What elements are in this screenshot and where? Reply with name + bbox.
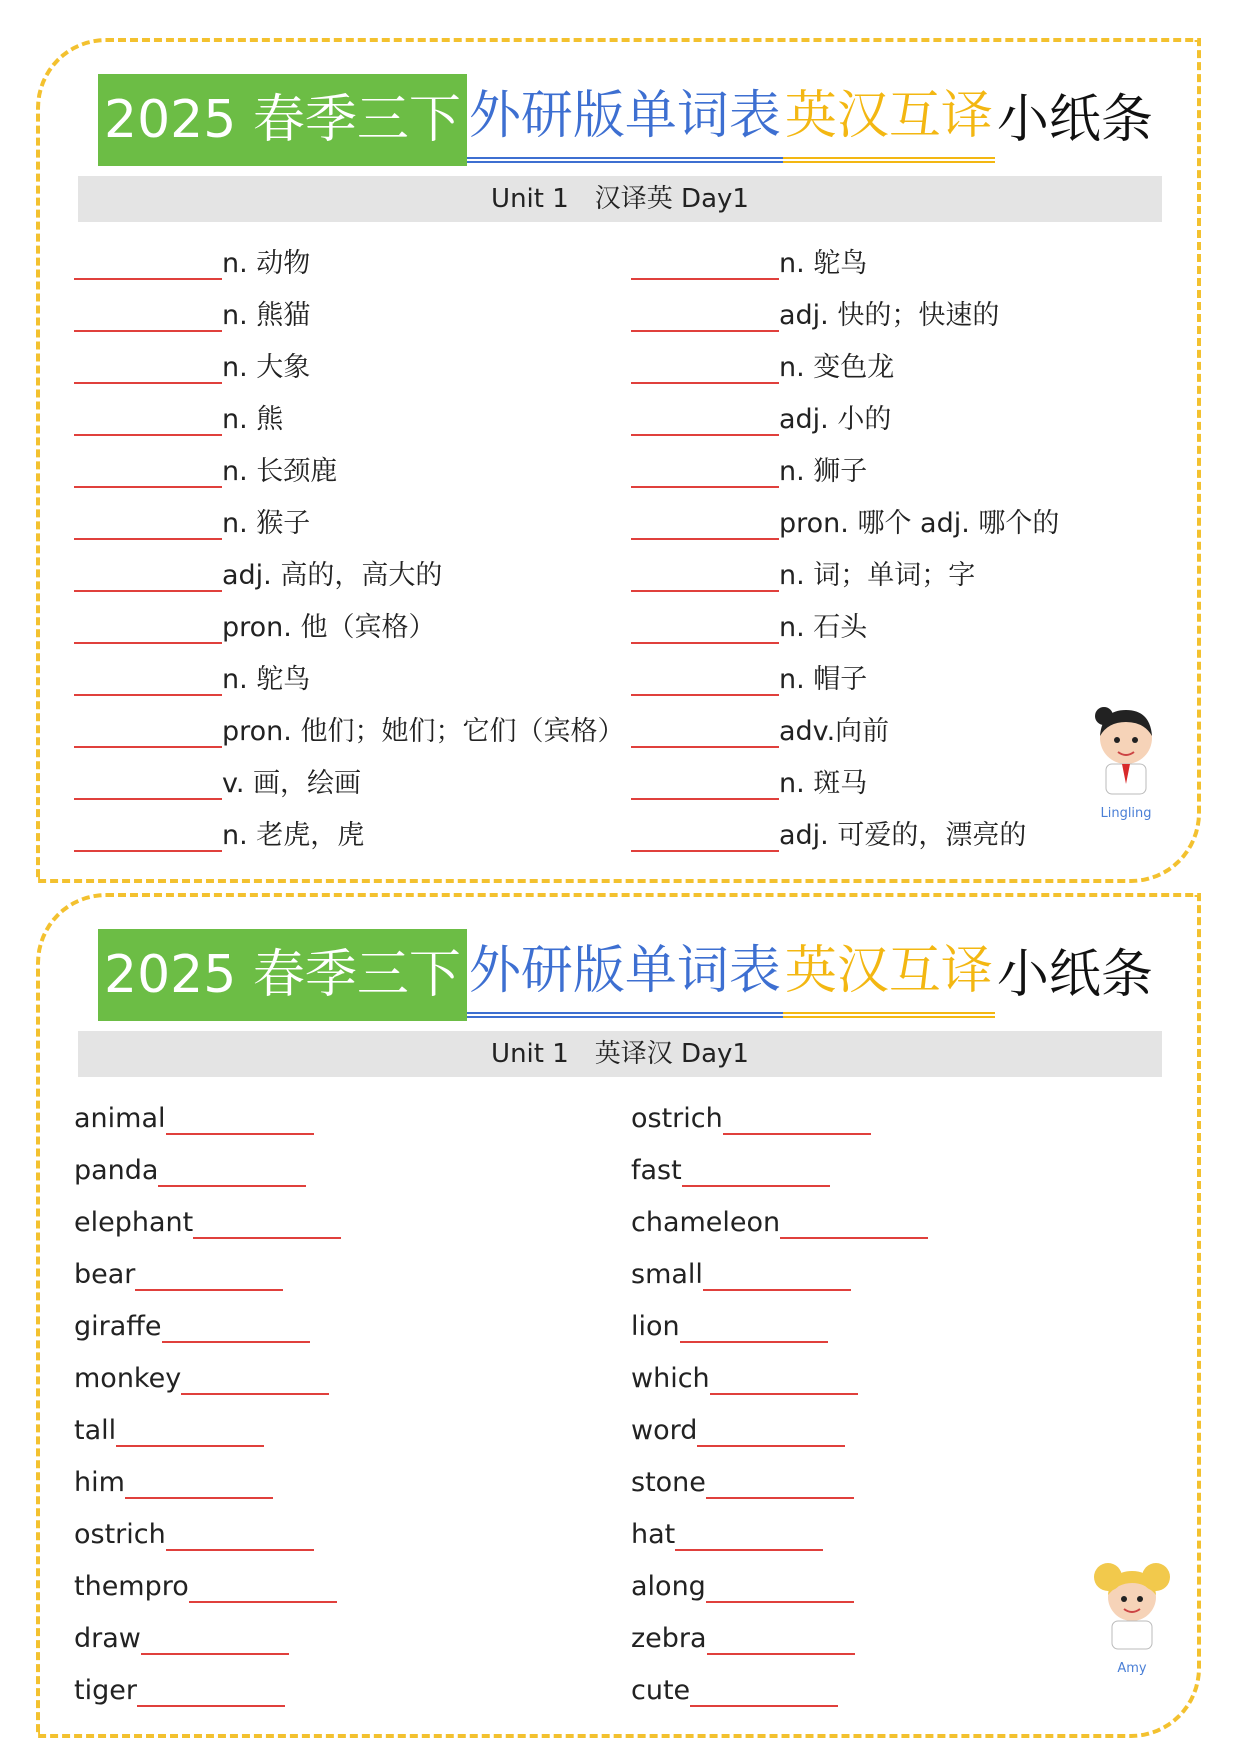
answer-blank[interactable] (74, 400, 222, 436)
word-row (74, 502, 594, 554)
answer-blank[interactable] (631, 660, 779, 696)
english-word: cute (631, 1675, 691, 1706)
word-row (631, 1253, 1151, 1305)
english-word: lion (631, 1311, 680, 1342)
word-row (74, 814, 594, 866)
english-word: monkey (74, 1363, 182, 1394)
answer-blank[interactable] (74, 608, 222, 644)
word-row (631, 1461, 1151, 1513)
unit-bar: Unit 1 汉译英 Day1 (78, 176, 1162, 222)
word-row (74, 1669, 594, 1721)
chinese-meaning: n. 熊 (222, 404, 284, 435)
english-word: bear (74, 1259, 136, 1290)
answer-blank[interactable] (631, 712, 779, 748)
answer-blank[interactable] (631, 452, 779, 488)
chinese-meaning: pron. 哪个 adj. 哪个的 (779, 508, 1060, 539)
english-word: fast (631, 1155, 682, 1186)
answer-blank[interactable] (707, 1619, 855, 1655)
chinese-meaning: n. 狮子 (779, 456, 868, 487)
word-row (631, 1513, 1151, 1565)
chinese-meaning: pron. 他（宾格） (222, 612, 436, 643)
word-row (74, 398, 594, 450)
card-title (98, 74, 1155, 166)
chinese-meaning: n. 帽子 (779, 664, 868, 695)
answer-blank[interactable] (690, 1671, 838, 1707)
chinese-meaning: adj. 高的，高大的 (222, 560, 443, 591)
chinese-meaning: n. 动物 (222, 248, 311, 279)
answer-blank[interactable] (631, 244, 779, 280)
word-row (631, 554, 1151, 606)
answer-blank[interactable] (141, 1619, 289, 1655)
chinese-meaning: v. 画，绘画 (222, 768, 362, 799)
answer-blank[interactable] (675, 1515, 823, 1551)
card-en-to-zh (36, 893, 1201, 1738)
word-column-left (74, 242, 625, 866)
word-row (74, 1565, 594, 1617)
answer-blank[interactable] (166, 1515, 314, 1551)
answer-blank[interactable] (125, 1463, 273, 1499)
word-row (74, 1461, 594, 1513)
word-row (74, 1305, 594, 1357)
girl-avatar-icon (1084, 1557, 1180, 1657)
word-row (74, 346, 594, 398)
answer-blank[interactable] (631, 400, 779, 436)
english-word: which (631, 1363, 710, 1394)
chinese-meaning: adj. 小的 (779, 404, 892, 435)
answer-blank[interactable] (74, 712, 222, 748)
english-word: small (631, 1259, 703, 1290)
answer-blank[interactable] (181, 1359, 329, 1395)
english-word: thempro (74, 1571, 189, 1602)
answer-blank[interactable] (631, 504, 779, 540)
word-row (74, 710, 625, 762)
word-row (631, 294, 1151, 346)
answer-blank[interactable] (166, 1099, 314, 1135)
title-segment-translate: 英汉互译 (783, 77, 995, 163)
title-segment-note: 小纸条 (996, 945, 1153, 1005)
word-row (74, 762, 594, 814)
answer-blank[interactable] (780, 1203, 928, 1239)
chinese-meaning: n. 石头 (779, 612, 868, 643)
answer-blank[interactable] (193, 1203, 341, 1239)
word-row (74, 1357, 594, 1409)
word-row (74, 294, 594, 346)
answer-blank[interactable] (137, 1671, 285, 1707)
card-title (98, 929, 1155, 1021)
english-word: chameleon (631, 1207, 781, 1238)
chinese-meaning: adj. 快的；快速的 (779, 300, 1000, 331)
title-segment-edition: 外研版单词表 (467, 77, 783, 163)
answer-blank[interactable] (631, 764, 779, 800)
chinese-meaning: n. 鸵鸟 (779, 248, 868, 279)
answer-blank[interactable] (74, 660, 222, 696)
word-row (74, 1409, 594, 1461)
english-word: ostrich (74, 1519, 166, 1550)
word-row (74, 1149, 594, 1201)
word-column-right (631, 242, 1151, 866)
word-row (74, 658, 594, 710)
answer-blank[interactable] (723, 1099, 871, 1135)
word-row (631, 1357, 1151, 1409)
word-row (631, 710, 1151, 762)
chinese-meaning: n. 猴子 (222, 508, 311, 539)
answer-blank[interactable] (74, 296, 222, 332)
title-segment-note: 小纸条 (996, 90, 1153, 150)
word-row (631, 762, 1151, 814)
chinese-meaning: n. 词；单词；字 (779, 560, 976, 591)
word-row (74, 1097, 594, 1149)
answer-blank[interactable] (703, 1255, 851, 1291)
english-word: him (74, 1467, 125, 1498)
english-word: hat (631, 1519, 676, 1550)
english-word: tiger (74, 1675, 137, 1706)
answer-blank[interactable] (116, 1411, 264, 1447)
word-row (631, 398, 1151, 450)
word-row (74, 450, 594, 502)
english-word: panda (74, 1155, 159, 1186)
answer-blank[interactable] (631, 608, 779, 644)
word-row (631, 1409, 1151, 1461)
chinese-meaning: pron. 他们；她们；它们（宾格） (222, 716, 625, 747)
answer-blank[interactable] (631, 296, 779, 332)
answer-blank[interactable] (631, 556, 779, 592)
answer-blank[interactable] (631, 348, 779, 384)
word-row (631, 1201, 1151, 1253)
english-word: tall (74, 1415, 117, 1446)
english-word: draw (74, 1623, 141, 1654)
english-word: animal (74, 1103, 166, 1134)
answer-blank[interactable] (680, 1307, 828, 1343)
word-row (74, 554, 594, 606)
title-segment-year: 2025 春季三下 (98, 929, 467, 1021)
english-word: zebra (631, 1623, 707, 1654)
english-word: ostrich (631, 1103, 723, 1134)
word-row (631, 1565, 1151, 1617)
answer-blank[interactable] (74, 244, 222, 280)
answer-blank[interactable] (74, 452, 222, 488)
word-row (631, 606, 1151, 658)
chinese-meaning: n. 大象 (222, 352, 311, 383)
answer-blank[interactable] (74, 816, 222, 852)
answer-blank[interactable] (631, 816, 779, 852)
english-word: along (631, 1571, 706, 1602)
answer-blank[interactable] (74, 504, 222, 540)
word-column-right (631, 1097, 1151, 1721)
word-row (74, 1253, 594, 1305)
avatar-lingling (1078, 702, 1174, 821)
girl-avatar-icon (1078, 702, 1174, 802)
avatar-name: Lingling (1100, 806, 1152, 821)
answer-blank[interactable] (158, 1151, 306, 1187)
word-row (631, 1669, 1151, 1721)
word-row (631, 242, 1151, 294)
title-segment-edition: 外研版单词表 (467, 932, 783, 1018)
answer-blank[interactable] (74, 556, 222, 592)
chinese-meaning: adv.向前 (779, 716, 890, 747)
chinese-meaning: n. 变色龙 (779, 352, 895, 383)
answer-blank[interactable] (74, 348, 222, 384)
word-column-left (74, 1097, 594, 1721)
word-row (74, 606, 594, 658)
title-segment-translate: 英汉互译 (783, 932, 995, 1018)
chinese-meaning: n. 鸵鸟 (222, 664, 311, 695)
word-row (631, 346, 1151, 398)
title-segment-year: 2025 春季三下 (98, 74, 467, 166)
english-word: giraffe (74, 1311, 162, 1342)
english-word: stone (631, 1467, 706, 1498)
avatar-name: Amy (1117, 1661, 1147, 1676)
answer-blank[interactable] (706, 1567, 854, 1603)
chinese-meaning: adj. 可爱的，漂亮的 (779, 820, 1027, 851)
word-row (631, 1617, 1151, 1669)
word-row (631, 1305, 1151, 1357)
chinese-meaning: n. 熊猫 (222, 300, 311, 331)
english-word: word (631, 1415, 698, 1446)
word-row (631, 1149, 1151, 1201)
word-row (631, 814, 1151, 866)
answer-blank[interactable] (162, 1307, 310, 1343)
word-row (74, 1201, 594, 1253)
chinese-meaning: n. 斑马 (779, 768, 868, 799)
answer-blank[interactable] (706, 1463, 854, 1499)
answer-blank[interactable] (682, 1151, 830, 1187)
english-word: elephant (74, 1207, 194, 1238)
word-row (631, 502, 1151, 554)
chinese-meaning: n. 长颈鹿 (222, 456, 338, 487)
answer-blank[interactable] (135, 1255, 283, 1291)
word-row (631, 1097, 1151, 1149)
word-row (74, 1513, 594, 1565)
answer-blank[interactable] (697, 1411, 845, 1447)
answer-blank[interactable] (710, 1359, 858, 1395)
unit-bar: Unit 1 英译汉 Day1 (78, 1031, 1162, 1077)
word-row (74, 242, 594, 294)
answer-blank[interactable] (189, 1567, 337, 1603)
word-row (74, 1617, 594, 1669)
card-zh-to-en (36, 38, 1201, 883)
chinese-meaning: n. 老虎，虎 (222, 820, 365, 851)
word-row (631, 658, 1151, 710)
answer-blank[interactable] (74, 764, 222, 800)
word-row (631, 450, 1151, 502)
avatar-amy (1084, 1557, 1180, 1676)
